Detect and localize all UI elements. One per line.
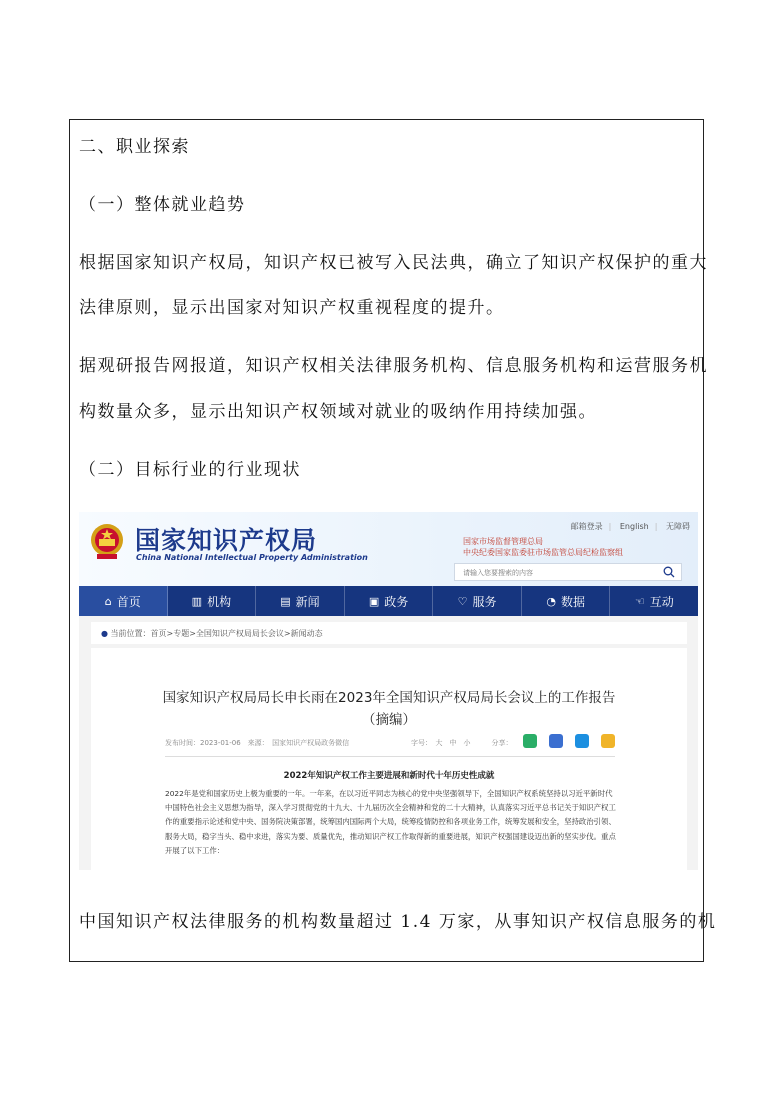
nav-label: 互动 — [649, 594, 674, 609]
article-body: 2022年是党和国家历史上极为重要的一年。一年来，在以习近平同志为核心的党中央坚强领导下，全国知识产权系统坚持以习近平新时代中国特色社会主义思想为指导，深入学习贯彻党的十九大、十九届历次全会精神和党的二十大精神，认真落实习近平总书记关于知识产权工作的重要指示论述和党中央、国务院决策部署，统筹国内国际两个大局，统筹疫情防控和各项业务工作，统筹发展和安全，坚持政治引领、服务大局，稳字当头、稳中求进，落实为要、质量优先，推动知识产权工作取得新的重要进展，知识产权强国建设迈出新的坚实步伐。重点开展了以下工作： — [165, 789, 616, 855]
building-icon: ▥ — [191, 594, 203, 608]
top-links: 邮箱登录 | English | 无障碍 — [570, 522, 690, 531]
org-link-samr[interactable]: 国家市场监督管理总局 — [463, 537, 543, 546]
search-input[interactable] — [454, 563, 682, 581]
nav-item-agency[interactable] — [168, 586, 257, 616]
document-icon: ▣ — [368, 594, 380, 608]
font-size-share[interactable]: 字号： 大 中 小 分享： — [411, 739, 513, 747]
nav-item-news[interactable] — [256, 586, 345, 616]
news-icon: ▤ — [280, 594, 291, 608]
nav-label: 数据 — [560, 594, 585, 609]
location-pin-icon: ● — [101, 629, 108, 638]
weibo-share-icon[interactable] — [601, 734, 615, 748]
accessibility-link[interactable]: 无障碍 — [666, 522, 690, 531]
nav-item-home[interactable] — [79, 586, 168, 616]
site-name: 国家知识产权局 — [135, 526, 318, 555]
breadcrumb-text[interactable]: 当前位置：首页>专题>全国知识产权局局长会议>新闻动态 — [110, 629, 323, 638]
qq-share-icon[interactable] — [575, 734, 589, 748]
paragraph-2-line-2: 构数量众多，显示出知识产权领域对就业的吸纳作用持续加强。 — [79, 402, 597, 422]
divider — [165, 756, 615, 757]
nav-item-data[interactable] — [522, 586, 611, 616]
article-title: 国家知识产权局局长申长雨在2023年全国知识产权局局长会议上的工作报告 — [162, 690, 616, 706]
chart-icon: ◔ — [546, 594, 556, 608]
nav-item-service[interactable] — [433, 586, 522, 616]
paragraph-1-line-1: 根据国家知识产权局，知识产权已被写入民法典，确立了知识产权保护的重大 — [79, 253, 708, 273]
embedded-website-screenshot — [79, 512, 698, 870]
nav-label: 政务 — [384, 594, 409, 609]
nav-label: 首页 — [116, 594, 141, 609]
mail-login-link[interactable]: 邮箱登录 — [570, 522, 603, 531]
heading-career-exploration: 二、职业探索 — [79, 137, 190, 157]
nav-item-interaction[interactable] — [610, 586, 698, 616]
hand-icon: ☜ — [634, 594, 645, 608]
wechat-share-icon[interactable] — [523, 734, 537, 748]
paragraph-1-line-2: 法律原则，显示出国家对知识产权重视程度的提升。 — [79, 298, 505, 318]
article-meta: 发布时间：2023-01-06 来源： 国家知识产权局政务微信 — [165, 739, 350, 747]
nav-label: 服务 — [472, 594, 497, 609]
heart-icon: ♡ — [457, 594, 468, 608]
paragraph-3-line-1: 中国知识产权法律服务的机构数量超过 1.4 万家，从事知识产权信息服务的机 — [79, 912, 717, 932]
article-panel — [91, 648, 687, 870]
paragraph-2-line-1: 据观研报告网报道，知识产权相关法律服务机构、信息服务机构和运营服务机 — [79, 356, 708, 376]
article-subtitle: （摘编） — [362, 712, 416, 728]
qzone-share-icon[interactable] — [549, 734, 563, 748]
org-link-discipline[interactable]: 中央纪委国家监委驻市场监管总局纪检监察组 — [463, 548, 623, 557]
home-icon: ⌂ — [104, 594, 112, 608]
site-header — [79, 512, 698, 586]
english-link[interactable]: English — [619, 522, 649, 531]
nav-item-government[interactable] — [345, 586, 434, 616]
main-nav — [79, 586, 698, 616]
search-icon[interactable] — [663, 566, 675, 578]
heading-industry-status: （二）目标行业的行业现状 — [79, 460, 301, 480]
section-title: 2022年知识产权工作主要进展和新时代十年历史性成就 — [283, 771, 495, 781]
nav-label: 机构 — [207, 594, 232, 609]
national-emblem-icon — [89, 522, 125, 560]
nav-label: 新闻 — [295, 594, 320, 609]
heading-employment-trend: （一）整体就业趋势 — [79, 195, 246, 215]
site-name-english: China National Intellectual Property Administration — [136, 553, 368, 562]
breadcrumb — [91, 622, 687, 644]
search-placeholder: 请输入您要搜索的内容 — [463, 569, 533, 577]
